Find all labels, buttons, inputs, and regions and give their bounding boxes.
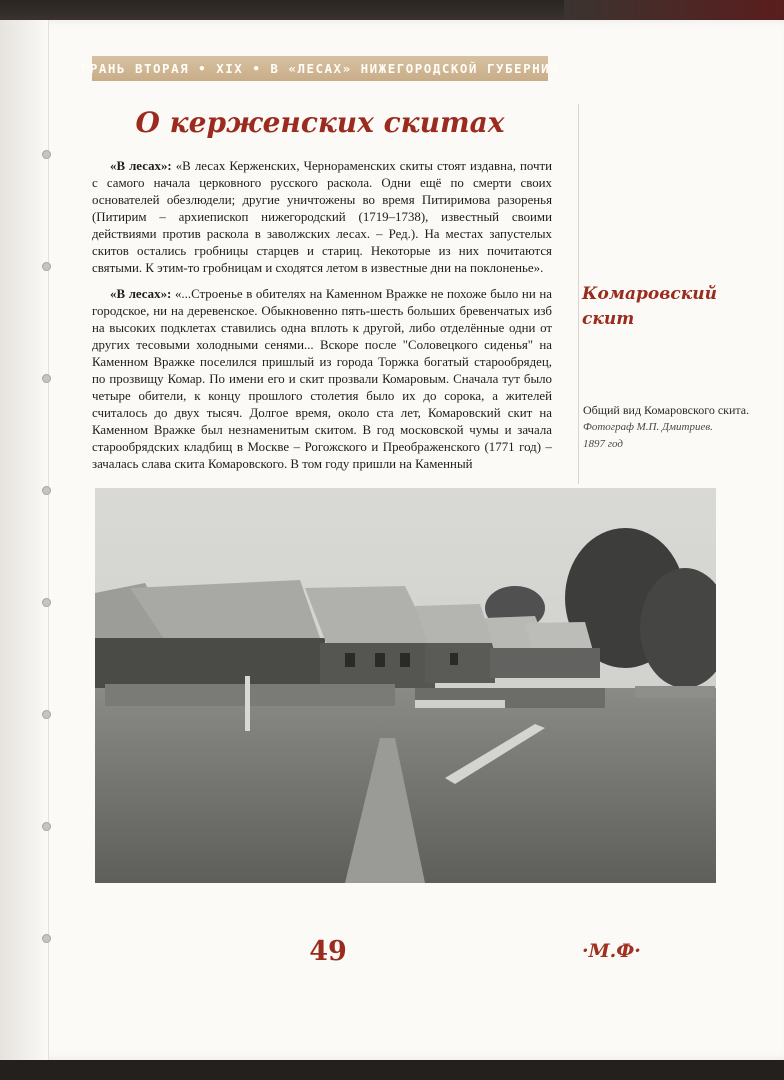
village-photograph	[95, 488, 716, 883]
sidebar-title	[582, 282, 742, 332]
binding-hole	[42, 150, 51, 159]
paragraph-text: «В лесах Керженских, Чернораменских скиты стоят издавна, почти с самого начала церковного русского раскола. Одни ещё по смерти своих основателей обезлюдели; другие уничтожены во время Питиримова разоренья (Питирим – архиепископ нижегородский (1719–1738), известный своими действиями против раскола в заволжских лесах. – Ред.). На местах запустелых скитов остались гробницы старцев и стариц. Некоторые из них почитаются святыми. К этим-то гробницам и сходятся летом в известные дни на поклоненье».	[92, 159, 552, 275]
sidebar-title-line: скит	[582, 309, 635, 329]
binding-hole	[42, 822, 51, 831]
sidebar-title-line: Комаровский	[582, 284, 717, 304]
page-binding-margin	[0, 20, 49, 1060]
running-header	[80, 56, 560, 81]
scan-edge-top	[0, 0, 784, 22]
caption-text: Общий вид Комаровского скита.	[583, 403, 750, 417]
photo-caption	[583, 402, 753, 453]
binding-hole	[42, 262, 51, 271]
column-divider	[578, 104, 579, 484]
article-paragraph-1	[92, 158, 552, 277]
article-paragraph-2	[92, 286, 552, 473]
running-header-text: ГРАНЬ ВТОРАЯ • XIX • В «ЛЕСАХ» НИЖЕГОРОДСКОЙ ГУБЕРНИИ	[80, 61, 560, 76]
publisher-logo: ·М.Ф·	[582, 940, 641, 962]
scan-edge-bottom	[0, 1060, 784, 1080]
scan-edge-cover	[564, 0, 784, 22]
binding-hole	[42, 598, 51, 607]
page-number: 49	[309, 936, 347, 967]
binding-hole	[42, 710, 51, 719]
paragraph-source: «В лесах»:	[110, 287, 172, 301]
binding-hole	[42, 934, 51, 943]
photo-credit: Фотограф М.П. Дмитриев.	[583, 421, 713, 433]
binding-hole	[42, 374, 51, 383]
binding-hole	[42, 486, 51, 495]
article-title: О керженских скитах	[135, 106, 505, 139]
paragraph-source: «В лесах»:	[110, 159, 172, 173]
photo-date: 1897 год	[583, 438, 623, 450]
paragraph-text: «...Строенье в обителях на Каменном Вражке не похоже было ни на городское, ни на деревенское. Обыкновенно пять-шесть больших бревенчатых изб на высоких подклетах ставились одна вплоть к другой, либо отделённые одни от других тесовыми холодными сенями... Вскоре после "Соловецкого сиденья" на Каменном Вражке поселился пришлый из города Торжка богатый старообрядец, по прозвищу Комар. По имени его и скит прозвали Комаровым. Сначала тут было четыре обители, к концу прошлого столетия было их до сорока, а жителей считалось до двух тысяч. Долгое время, около ста лет, Комаровский скит на Каменном Вражке был незнаменитым скитом. В год московской чумы и зачала старообрядских кладбищ в Москве – Рогожского и Преображенского (1771 год) – зачалась слава скита Комаровского. В том году пришли на Каменный	[92, 287, 552, 471]
photo-illustration	[95, 488, 716, 883]
